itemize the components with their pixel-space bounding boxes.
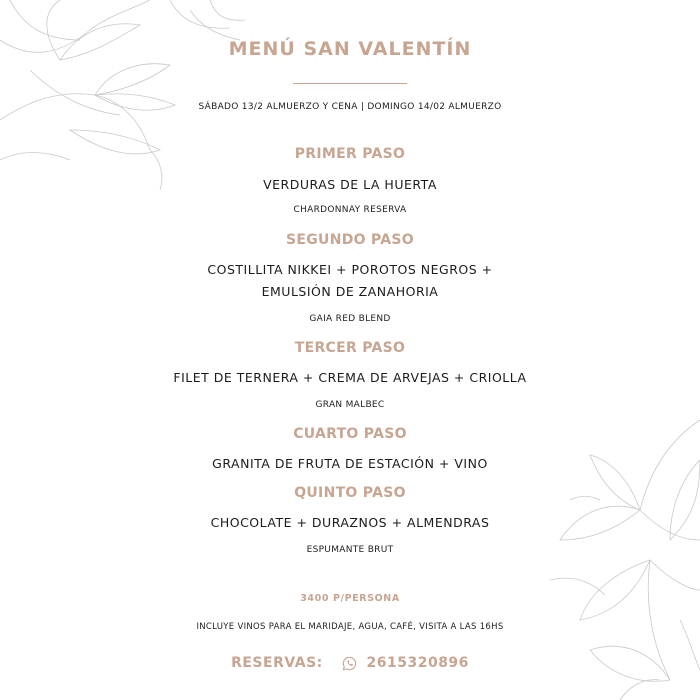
course-wine-3: GRAN MALBEC <box>315 400 385 410</box>
course-wine-5: ESPUMANTE BRUT <box>306 545 394 555</box>
course-title-2: SEGUNDO PASO <box>285 232 414 248</box>
menu-title: MENÚ SAN VALENTÍN <box>228 38 472 60</box>
course-dish-1: VERDURAS DE LA HUERTA <box>263 177 437 192</box>
course-dish-2-line-2: EMULSIÓN DE ZANAHORIA <box>261 284 439 299</box>
menu-dates: SÁBADO 13/2 ALMUERZO Y CENA | DOMINGO 14/02 ALMUERZO <box>198 102 502 112</box>
course-title-5: QUINTO PASO <box>294 485 406 501</box>
course-title-1: PRIMER PASO <box>294 146 406 162</box>
course-dish-3: FILET DE TERNERA + CREMA DE ARVEJAS + CRIOLLA <box>173 370 527 385</box>
course-wine-2: GAIA RED BLEND <box>309 314 391 324</box>
course-title-4: CUARTO PASO <box>293 426 407 442</box>
reservations-phone[interactable]: 2615320896 <box>366 655 469 671</box>
whatsapp-icon <box>342 656 357 671</box>
course-title-3: TERCER PASO <box>294 340 406 356</box>
reservations-label: RESERVAS: <box>231 655 323 671</box>
floral-decoration-top-left <box>0 0 250 200</box>
course-dish-2-line-1: COSTILLITA NIKKEI + POROTOS NEGROS + <box>207 262 493 277</box>
reservations-row <box>0 655 700 671</box>
course-dish-5: CHOCOLATE + DURAZNOS + ALMENDRAS <box>210 515 490 530</box>
course-dish-4: GRANITA DE FRUTA DE ESTACIÓN + VINO <box>212 456 488 471</box>
title-divider <box>293 83 407 84</box>
includes-note: INCLUYE VINOS PARA EL MARIDAJE, AGUA, CAFÉ, VISITA A LAS 16HS <box>196 622 504 632</box>
course-wine-1: CHARDONNAY RESERVA <box>293 205 407 215</box>
price-per-person: 3400 P/PERSONA <box>300 593 400 604</box>
